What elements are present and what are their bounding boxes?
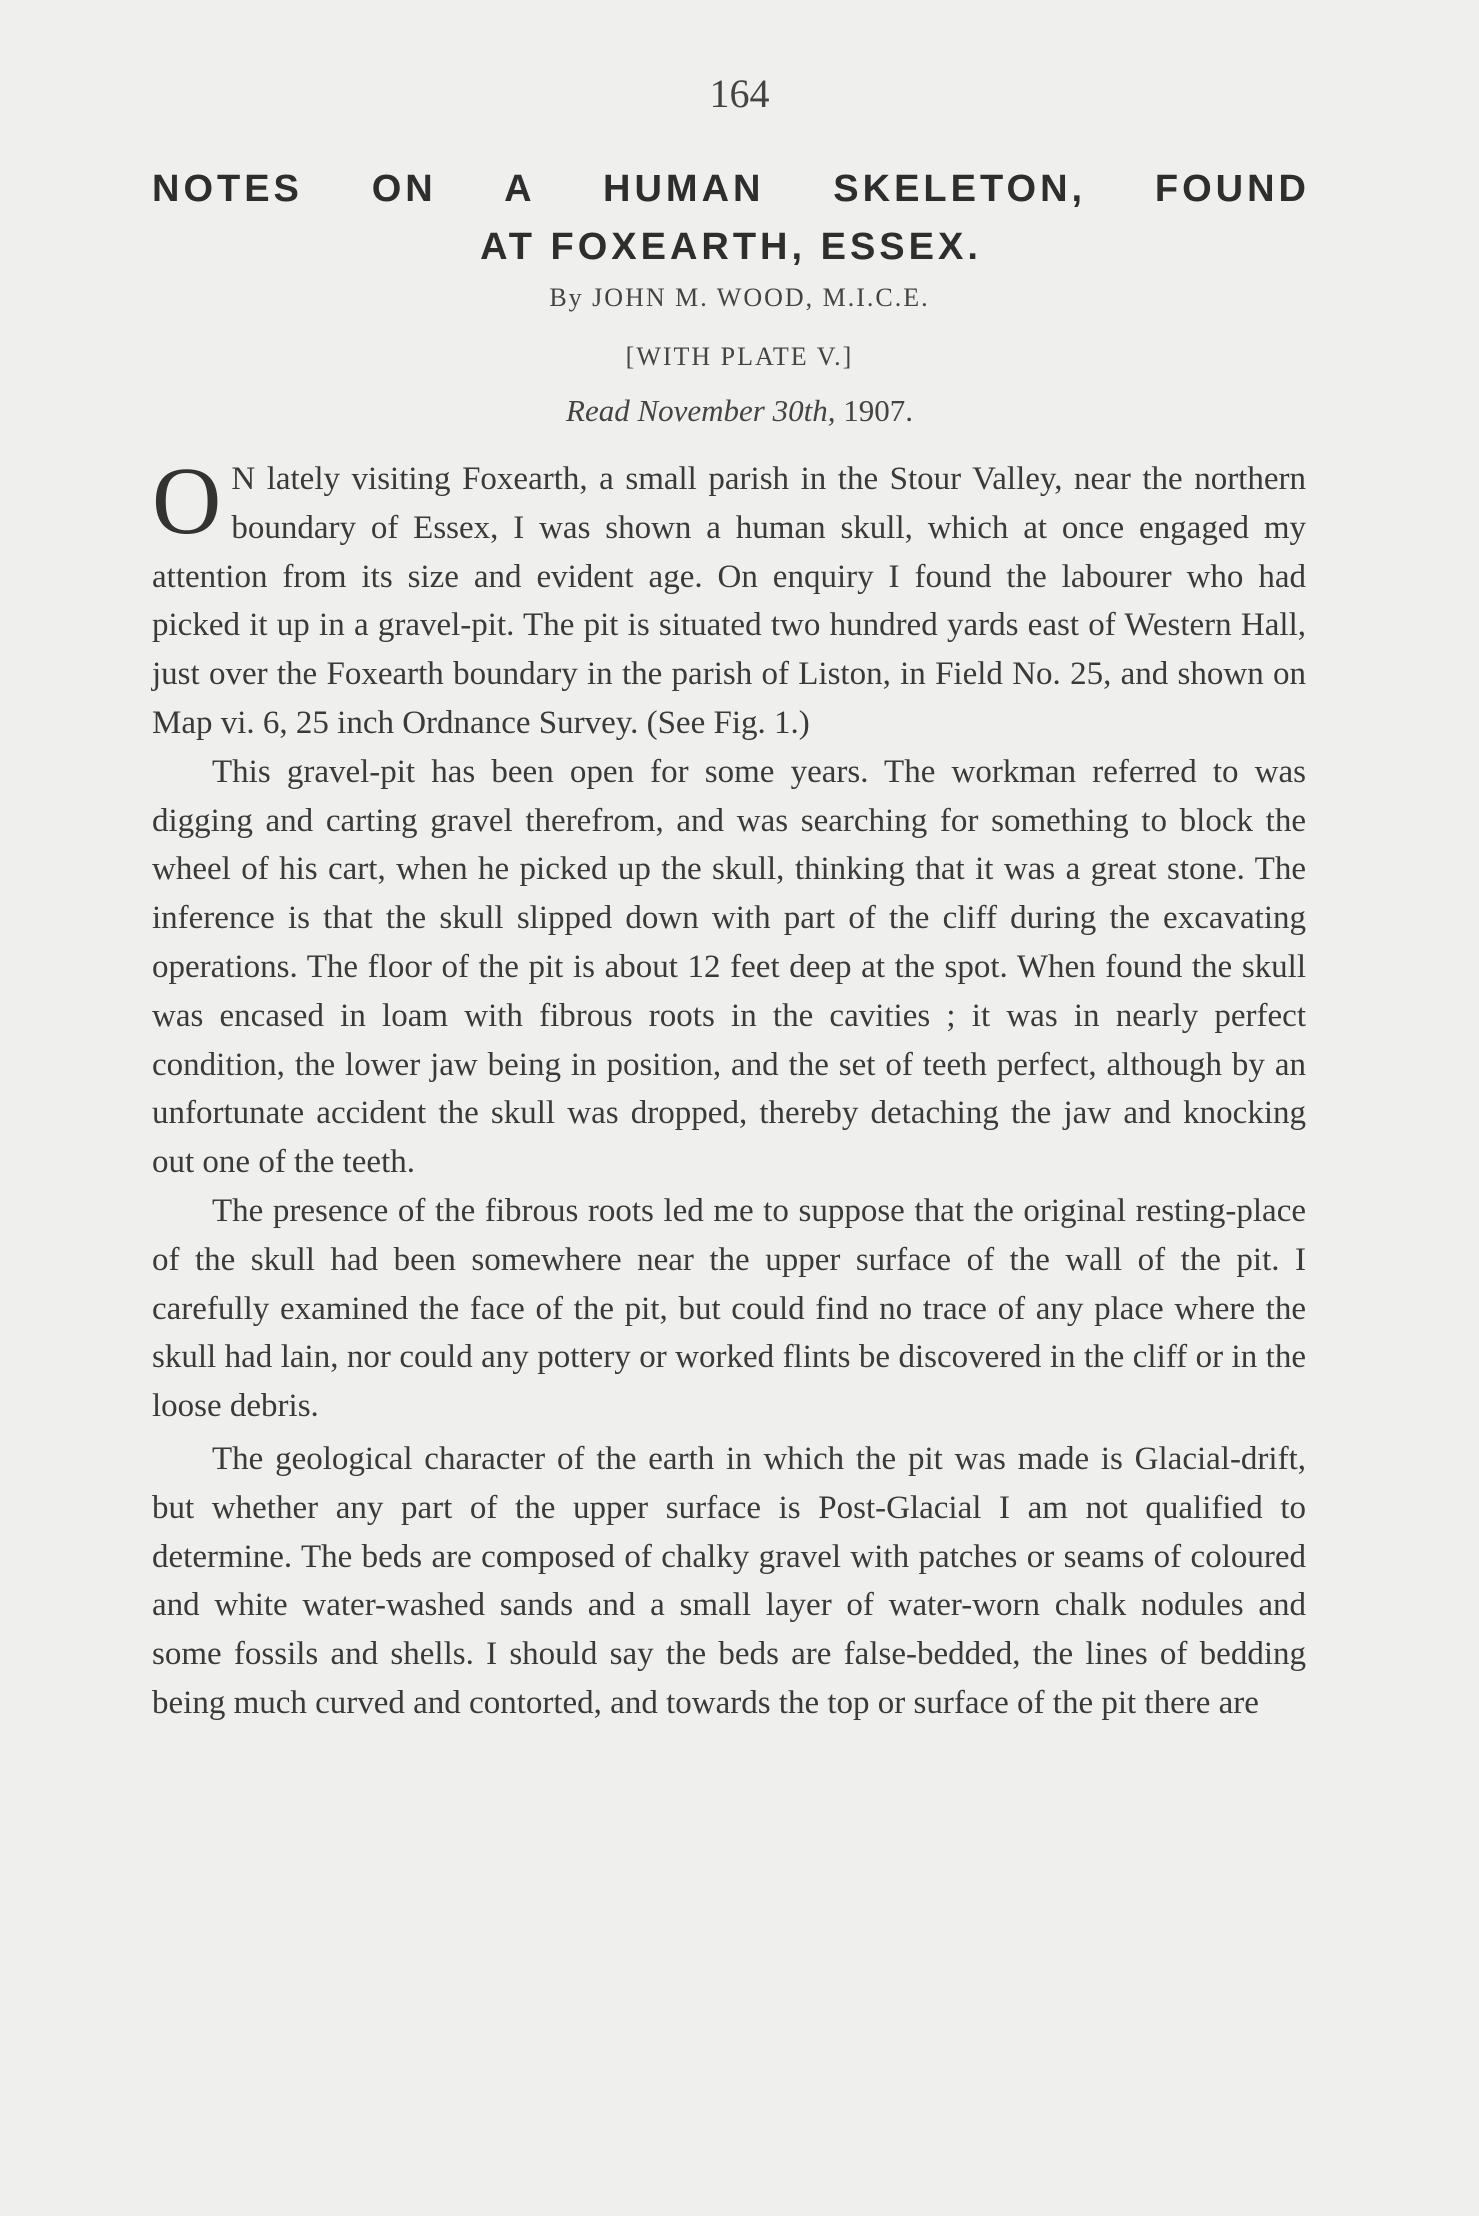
read-date-text: Read November 30th, — [566, 393, 836, 428]
read-date-year: 1907. — [843, 393, 913, 428]
article-body — [152, 447, 1306, 1728]
author-byline: By JOHN M. WOOD, M.I.C.E. — [549, 283, 930, 312]
paragraph-1-text: N lately visiting Foxearth, a small parish in the Stour Valley, near the northern boundary of Essex, I was shown a human skull, which at once engaged my attention from its size and evident age. On enquiry I found the labourer who had picked it up in a gravel-pit. The pit is situated two hundred yards east of Western Hall, just over the Foxearth boundary in the parish of Liston, in Field No. 25, and shown on Map vi. 6, 25 inch Ordnance Survey. (See Fig. 1.) — [152, 461, 1306, 741]
paragraph-1 — [152, 447, 1306, 748]
read-date — [0, 393, 1479, 429]
paragraph-4: The geological character of the earth in which the pit was made is Glacial-drift, but whether any part of the upper surface is Post-Glacial I am not qualified to determine. The beds are composed of chalky gravel with patches or seams of coloured and white water-washed sands and a small layer of water-worn chalk nodules and some fossils and shells. I should say the beds are false-bedded, the lines of bedding being much curved and contorted, and towards the top or surface of the pit there are — [152, 1440, 1306, 1721]
title-line-2: AT FOXEARTH, ESSEX. — [480, 226, 982, 268]
paragraph-2: This gravel-pit has been open for some years. The workman referred to was digging and carting gravel therefrom, and was searching for something to block the wheel of his cart, when he picked up the skull, thinking that it was a great stone. The inference is that the skull slipped down with part of the cliff during the excavating operations. The floor of the pit is about 12 feet deep at the spot. When found the skull was encased in loam with fibrous roots in the cavities ; it was in nearly perfect condition, the lower jaw being in position, and the set of teeth perfect, although by an unfortunate accident the skull was dropped, thereby detaching the jaw and knocking out one of the teeth. — [152, 753, 1306, 1181]
drop-cap: O — [152, 447, 222, 554]
paragraph-3: The presence of the fibrous roots led me to suppose that the original resting-place of the skull had been somewhere near the upper surface of the wall of the pit. I carefully examined the face of the pit, but could find no trace of any place where the skull had lain, nor could any pottery or worked flints be discovered in the cliff or in the loose debris. — [152, 1192, 1306, 1425]
title-line-1: NOTES ON A HUMAN SKELETON, FOUND — [152, 168, 1310, 210]
page-number: 164 — [709, 71, 770, 116]
article-title — [152, 160, 1310, 276]
plate-reference: [WITH PLATE V.] — [625, 342, 854, 371]
